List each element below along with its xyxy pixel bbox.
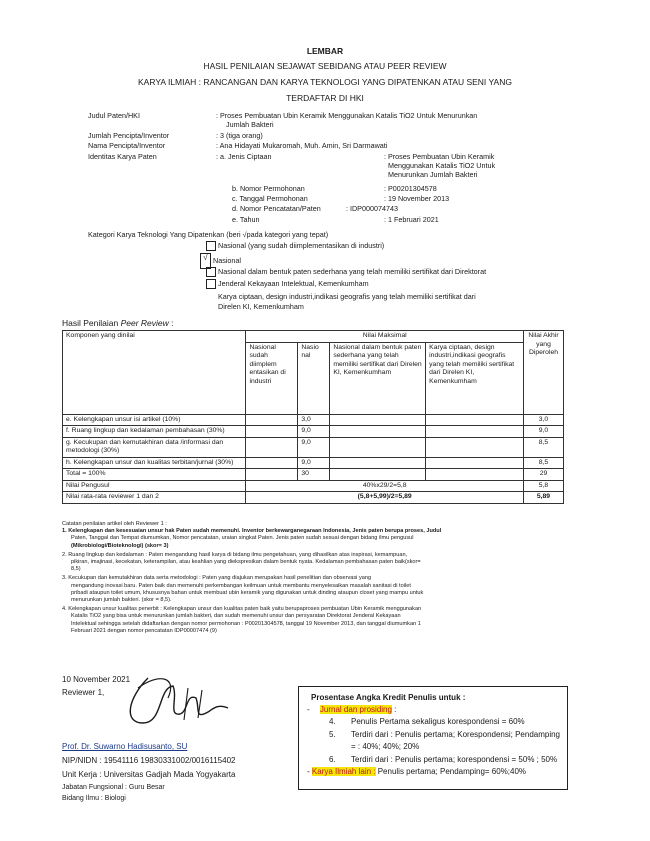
rata-label: Nilai rata-rata reviewer 1 dan 2 — [63, 492, 246, 504]
note-4: 4. Kelengkapan unsur kualitas penerbit : Kelengkapan unsur dan kualitas paten baik yaitu berupaproses pembuatan Ubin Keramik menggunakan — [62, 606, 422, 613]
jurnal-colon: : — [391, 705, 397, 714]
jumlah-label: Jumlah Pencipta/Inventor — [88, 131, 170, 140]
kategori-option-1-label: Nasional (yang sudah diimplementasikan di industri) — [218, 241, 385, 250]
caption-italic: Peer Review — [120, 318, 169, 328]
header-col-3: Nasional dalam bentuk paten sederhana yang telah memiliki sertifikat dari Direlen KI, Kemenkumham — [330, 342, 426, 414]
header-komponen: Komponen yang dinilai — [63, 331, 246, 415]
judul-value-2: Jumlah Bakteri — [226, 120, 274, 129]
persentase-title: Prosentase Angka Kredit Penulis untuk : — [311, 693, 466, 702]
jurnal-line — [307, 705, 396, 715]
rata-row — [63, 492, 564, 504]
total-row — [63, 469, 564, 481]
pengusul-label: Nilai Pengusul — [63, 480, 246, 492]
item-6-num: 6. — [329, 755, 336, 764]
table-header-row — [63, 331, 564, 343]
row-akhir: 3,0 — [523, 414, 563, 426]
pencatatan-value: : IDP000074743 — [346, 204, 398, 213]
table-row — [63, 457, 564, 469]
kategori-option-4 — [206, 279, 369, 289]
note-4b: Katalis TiO2 yang bisa untuk menurunkan jumlah bakteri, dan sudah memenuhi unsur dan persyaratan Direktorat Jenderal Kekayaan — [71, 613, 401, 620]
reviewer-name: Prof. Dr. Suwarno Hadisusanto, SU — [62, 742, 188, 751]
reviewer-bidang: Bidang Ilmu : Biologi — [62, 795, 126, 802]
kategori-option-1 — [206, 241, 384, 251]
table-row — [63, 414, 564, 426]
row-akhir: 9,0 — [523, 426, 563, 438]
notes-title: Catatan penilaian artikel oleh Reviewer 1 : — [62, 521, 167, 527]
total-akhir: 29 — [523, 469, 563, 481]
row-akhir: 8,5 — [523, 457, 563, 469]
header-nilai-maksimal: Nilai Maksimal — [246, 331, 524, 343]
checkmark-icon[interactable]: √ — [200, 253, 211, 269]
reviewer-unit: Unit Kerja : Universitas Gadjah Mada Yogyakarta — [62, 770, 236, 779]
dash: - — [307, 767, 310, 776]
checkbox-icon[interactable] — [206, 241, 216, 251]
row-label: f. Ruang lingkup dan kedalaman pembahasan (30%) — [63, 426, 246, 438]
title-line-3: KARYA ILMIAH : RANCANGAN DAN KARYA TEKNOLOGI YANG DIPATENKAN ATAU SENI YANG — [138, 77, 512, 87]
note-2c: 8,5) — [71, 566, 81, 573]
note-3d: menurunkan jumlah bakteri. (skor = 8,5). — [71, 597, 172, 604]
tanggal-label: c. Tanggal Permohonan — [232, 194, 308, 203]
pencatatan-label: d. Nomor Pencatatan/Paten — [232, 204, 321, 213]
reviewer-label: Reviewer 1, — [62, 688, 105, 697]
total-nas: 30 — [298, 469, 330, 481]
reviewer-nip: NIP/NIDN : 19541116 19830331002/0016115402 — [62, 756, 236, 765]
tahun-value: : 1 Februari 2021 — [384, 215, 439, 224]
dash: - — [307, 705, 310, 714]
note-1c: (Mikrobiologi/Bioteknologi) (skor= 3) — [71, 542, 169, 549]
row-nas: 9,0 — [298, 437, 330, 457]
jenis-value: : Proses Pembuatan Ubin Keramik — [384, 152, 495, 161]
table-caption — [62, 318, 174, 328]
item-5-text-2: = : 40%; 40%; 20% — [351, 742, 420, 751]
kategori-title: Kategori Karya Teknologi Yang Dipatenkan (beri √pada kategori yang tepat) — [88, 230, 329, 239]
item-5-num: 5. — [329, 730, 336, 739]
note-2: 2. Ruang lingkup dan kedalaman : Paten mengandung hasil karya di bidang ilmu pengetahuan, yang dihasilkan atas inspirasi, kemampuan, — [62, 551, 408, 558]
title-line-1: LEMBAR — [306, 46, 344, 56]
note-3b: mengandung inovasi baru. Paten baik dan memenuhi perkembangan keilmuan untuk membantu menyelesaikan masalah sanitasi di toilet — [71, 582, 411, 589]
tahun-label: e. Tahun — [232, 215, 260, 224]
row-label: e. Kelengkapan unsur isi artikel (10%) — [63, 414, 246, 426]
note-2b: pikiran, imajinasi, kecekatan, keterampilan, atau keahlian yang diekspresikan dalam bentuk nyata. Kedalaman pembahasan paten baik(skor= — [71, 559, 421, 566]
nama-label: Nama Pencipta/Inventor — [88, 141, 166, 150]
title-line-2: HASIL PENILAIAN SEJAWAT SEBIDANG ATAU PEER REVIEW — [203, 61, 447, 71]
persentase-box — [298, 686, 568, 790]
kategori-option-5: Karya ciptaan, design industri,indikasi geografis yang telah memiliki sertifikat dari — [218, 292, 476, 301]
judul-value: : Proses Pembuatan Ubin Keramik Menggunakan Katalis TiO2 Untuk Menurunkan — [216, 111, 478, 120]
signature-image — [118, 668, 238, 730]
header-nilai-akhir: Nilai Akhir yang Diperoleh — [523, 331, 563, 415]
karya-text: Penulis pertama; Pendamping= 60%;40% — [375, 767, 527, 776]
table-row — [63, 437, 564, 457]
row-nas: 3,0 — [298, 414, 330, 426]
notes-section — [62, 521, 572, 635]
judul-label: Judul Paten/HKI — [88, 111, 140, 120]
note-4c: Intelektual sehingga setelah didaftarkan dengan nomor permohonan : P00201304578, tanggal 19 November 2013, dan tanggal diumumkan 1 — [71, 620, 421, 627]
pengusul-row — [63, 480, 564, 492]
item-4-num: 4. — [329, 717, 336, 726]
rata-formula: (5,8+5,99)/2=5,89 — [246, 492, 524, 504]
pengusul-formula: 40%x29/2=5,8 — [246, 480, 524, 492]
row-nas: 9,0 — [298, 457, 330, 469]
sign-date: 10 November 2021 — [62, 675, 131, 684]
caption-text: Hasil Penilaian — [62, 318, 121, 328]
row-akhir: 8,5 — [523, 437, 563, 457]
jenis-value-2: Menggunakan Katalis TiO2 Untuk — [388, 161, 496, 170]
checkbox-icon[interactable] — [206, 267, 216, 277]
row-nas: 9,0 — [298, 426, 330, 438]
reviewer-jabatan: Jabatan Fungsional : Guru Besar — [62, 784, 165, 791]
pengusul-value: 5,8 — [523, 480, 563, 492]
tanggal-value: : 19 November 2013 — [384, 194, 450, 203]
checkbox-icon[interactable] — [206, 279, 216, 289]
title-line-4: TERDAFTAR DI HKI — [286, 93, 364, 103]
row-label: h. Kelengkapan unsur dan kualitas terbitan/jurnal (30%) — [63, 457, 246, 469]
table-row — [63, 426, 564, 438]
jurnal-highlight: Jurnal dan prosiding — [319, 705, 392, 714]
row-label: g. Kecukupan dan kemutakhiran data /informasi dan metodologi (30%) — [63, 437, 246, 457]
note-3: 3. Kecukupan dan kemutakhiran data serta metodologi : Paten yang diajukan merupakan hasil penelitian dan observasi yang — [62, 575, 372, 582]
karya-line — [307, 767, 526, 777]
note-1b: Paten, Tanggal dan Tempat diumumkan, Nomor pencatatan, uraian singkat Paten. Jenis paten sudah sesuai dengan bidang ilmu pengusul — [71, 535, 414, 542]
kategori-option-4-label: Jenderal Kekayaan Intelektual, Kemenkumham — [218, 279, 369, 288]
karya-highlight: Karya Ilmiah lain : — [311, 767, 376, 776]
kategori-option-3-label: Nasional dalam bentuk paten sederhana yang telah memiliki sertifikat dari Direktorat — [218, 267, 487, 276]
jenis-value-3: Menurunkan Jumlah Bakteri — [388, 170, 478, 179]
note-1: 1. Kelengkapan dan kesesuaian unsur hak Paten sudah memenuhi. Inventor berkewarganegaraan Indonesia, Jenis paten berupa proses, Judul — [62, 528, 442, 535]
note-3c: pribadi ataupun toilet umum, khususnya bahan untuk membuat ubin keramik yang digunakan untuk dinding ataupun closet yang mampu untuk — [71, 589, 424, 596]
item-5-text: Terdiri dari : Penulis pertama; Korespondensi; Pendamping — [351, 730, 561, 739]
header-col-1: Nasional sudah diimplem entasikan di industri — [246, 342, 298, 414]
kategori-option-5b: Direlen KI, Kemenkumham — [218, 302, 304, 311]
jumlah-value: : 3 (tiga orang) — [216, 131, 263, 140]
item-4-text: Penulis Pertama sekaligus korespondensi = 60% — [351, 717, 525, 726]
header-col-4: Karya ciptaan, design industri,indikasi geografis yang telah memiliki sertifikat dari Direlen KI, Kemenkumham — [426, 342, 524, 414]
item-6-text: Terdiri dari : Penulis pertama; korespondensi = 50% ; 50% — [351, 755, 558, 764]
identitas-label: Identitas Karya Paten — [88, 152, 157, 161]
header-col-2: Nasio nal — [298, 342, 330, 414]
score-table — [62, 330, 564, 504]
rata-value: 5,89 — [523, 492, 563, 504]
nomor-value: : P00201304578 — [384, 184, 437, 193]
jenis-label: : a. Jenis Ciptaan — [216, 152, 272, 161]
nama-value: : Ana Hidayati Mukaromah, Muh. Amin, Sri Darmawati — [216, 141, 388, 150]
total-label: Total = 100% — [63, 469, 246, 481]
note-4d: Februari 2021 dengan nomor pencatatan IDP00007474 (9) — [71, 627, 217, 634]
kategori-option-3 — [206, 267, 486, 277]
nomor-label: b. Nomor Permohonan — [232, 184, 305, 193]
kategori-option-2-label: Nasional — [213, 255, 241, 265]
caption-colon: : — [168, 318, 174, 328]
